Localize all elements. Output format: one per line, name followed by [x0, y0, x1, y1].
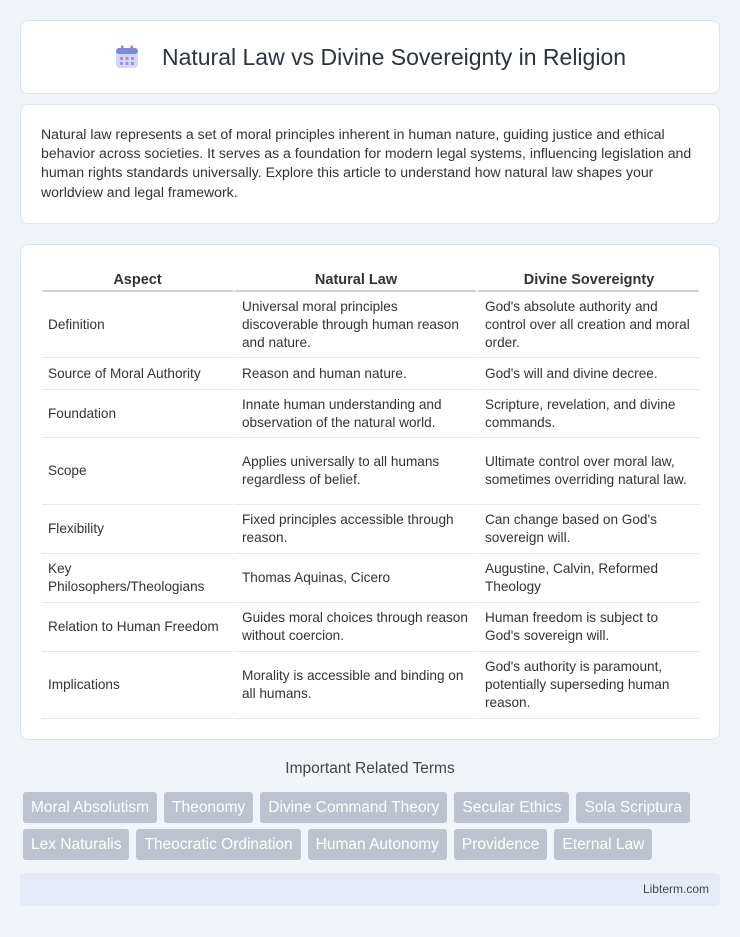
related-term-tag[interactable]: Secular Ethics: [454, 792, 569, 823]
row-natural-law: Innate human understanding and observation of the natural world.: [233, 390, 476, 438]
row-divine-sovereignty: Human freedom is subject to God's sovereign will.: [476, 603, 699, 652]
intro-card: [20, 104, 720, 224]
title-card: [20, 20, 720, 94]
related-term-tag[interactable]: Divine Command Theory: [260, 792, 447, 823]
row-natural-law: Reason and human nature.: [233, 358, 476, 390]
table-row: [42, 390, 699, 438]
related-term-tag[interactable]: Theonomy: [164, 792, 253, 823]
related-term-tag[interactable]: Theocratic Ordination: [136, 829, 300, 860]
row-natural-law: Universal moral principles discoverable through human reason and nature.: [233, 292, 476, 358]
row-divine-sovereignty: God's will and divine decree.: [476, 358, 699, 390]
row-aspect: Relation to Human Freedom: [42, 603, 233, 652]
table-row: [42, 358, 699, 390]
row-natural-law: Thomas Aquinas, Cicero: [233, 554, 476, 603]
row-aspect: Definition: [42, 292, 233, 358]
row-aspect: Scope: [42, 438, 233, 505]
comparison-table: [42, 265, 699, 719]
row-aspect: Key Philosophers/Theologians: [42, 554, 233, 603]
row-natural-law: Morality is accessible and binding on all humans.: [233, 652, 476, 719]
footer-brand-link[interactable]: Libterm.com: [642, 882, 709, 896]
table-row: [42, 505, 699, 554]
table-row: [42, 292, 699, 358]
related-term-tag[interactable]: Moral Absolutism: [23, 792, 157, 823]
header-aspect: Aspect: [42, 265, 233, 292]
footer: [20, 873, 720, 906]
row-natural-law: Fixed principles accessible through reason.: [233, 505, 476, 554]
row-divine-sovereignty: Augustine, Calvin, Reformed Theology: [476, 554, 699, 603]
related-term-tag[interactable]: Human Autonomy: [308, 829, 447, 860]
row-divine-sovereignty: Ultimate control over moral law, sometimes overriding natural law.: [476, 438, 699, 505]
comparison-table-card: [20, 244, 720, 740]
table-row: [42, 554, 699, 603]
row-natural-law: Guides moral choices through reason without coercion.: [233, 603, 476, 652]
related-terms-title: Important Related Terms: [285, 760, 455, 777]
intro-text: Natural law represents a set of moral principles inherent in human nature, guiding justice and ethical behavior across societies. It serves as a foundation for modern legal systems, influencing legislation and human rights standards universally. Explore this article to understand how natural law shapes your worldview and legal framework.: [41, 126, 692, 200]
header-natural-law: Natural Law: [233, 265, 476, 292]
page-title: Natural Law vs Divine Sovereignty in Religion: [161, 43, 627, 70]
row-divine-sovereignty: God's authority is paramount, potentially superseding human reason.: [476, 652, 699, 719]
related-term-tag[interactable]: Lex Naturalis: [23, 829, 129, 860]
table-row: [42, 603, 699, 652]
row-aspect: Flexibility: [42, 505, 233, 554]
row-aspect: Foundation: [42, 390, 233, 438]
table-row: [42, 652, 699, 719]
table-row: [42, 438, 699, 505]
row-natural-law: Applies universally to all humans regardless of belief.: [233, 438, 476, 505]
row-divine-sovereignty: Scripture, revelation, and divine commands.: [476, 390, 699, 438]
related-term-tag[interactable]: Providence: [454, 829, 548, 860]
row-divine-sovereignty: God's absolute authority and control over all creation and moral order.: [476, 292, 699, 358]
related-terms-list: [23, 792, 723, 866]
row-aspect: Source of Moral Authority: [42, 358, 233, 390]
row-aspect: Implications: [42, 652, 233, 719]
table-header-row: [42, 265, 699, 292]
related-term-tag[interactable]: Sola Scriptura: [576, 792, 689, 823]
header-divine-sovereignty: Divine Sovereignty: [476, 265, 699, 292]
related-term-tag[interactable]: Eternal Law: [554, 829, 652, 860]
row-divine-sovereignty: Can change based on God's sovereign will.: [476, 505, 699, 554]
calendar-icon: [114, 44, 140, 70]
